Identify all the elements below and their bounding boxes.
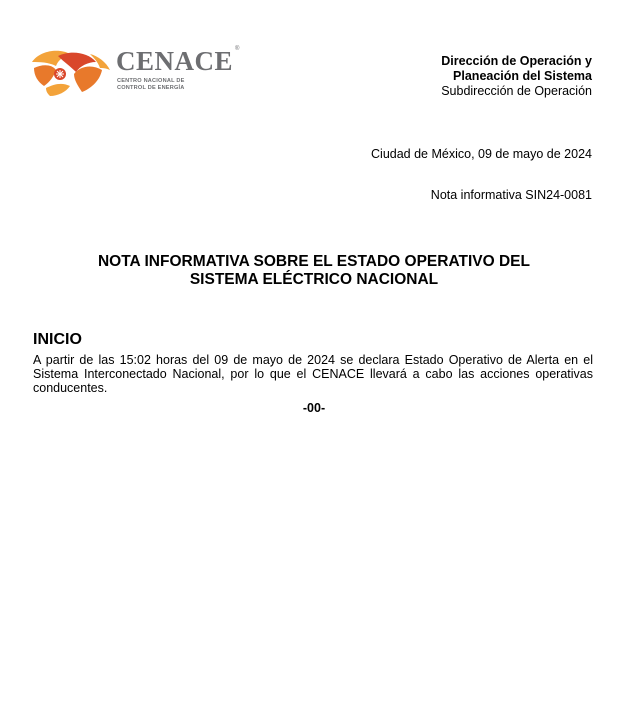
- issuing-office: [441, 54, 592, 99]
- note-number: Nota informativa SIN24-0081: [430, 188, 592, 202]
- document-date: Ciudad de México, 09 de mayo de 2024: [371, 147, 592, 161]
- body-line-2: Sistema Interconectado Nacional, por lo que el CENACE llevará a cabo las acciones operativas: [33, 367, 593, 381]
- body-line-1: A partir de las 15:02 horas del 09 de mayo de 2024 se declara Estado Operativo de Alerta en el: [33, 353, 593, 367]
- cenace-logo-icon: [30, 46, 112, 98]
- office-line-2: Planeación del Sistema: [453, 69, 592, 83]
- office-line-1: Dirección de Operación y: [441, 54, 592, 68]
- registered-mark: ®: [235, 46, 240, 52]
- title-line-2: SISTEMA ELÉCTRICO NACIONAL: [189, 271, 439, 288]
- closing-mark: -00-: [302, 401, 326, 415]
- logo-subtitle-line-2: CONTROL DE ENERGÍA: [117, 85, 185, 91]
- logo-subtitle-line-1: CENTRO NACIONAL DE: [117, 78, 185, 84]
- document-title: [30, 253, 598, 289]
- office-line-3: Subdirección de Operación: [441, 84, 592, 98]
- section-body: [33, 353, 593, 395]
- body-line-3: conducentes.: [33, 381, 108, 395]
- cenace-logo: [30, 44, 245, 100]
- section-heading: INICIO: [33, 331, 82, 348]
- logo-wordmark: CENACE: [116, 46, 234, 76]
- title-line-1: NOTA INFORMATIVA SOBRE EL ESTADO OPERATIVO DEL: [97, 253, 530, 270]
